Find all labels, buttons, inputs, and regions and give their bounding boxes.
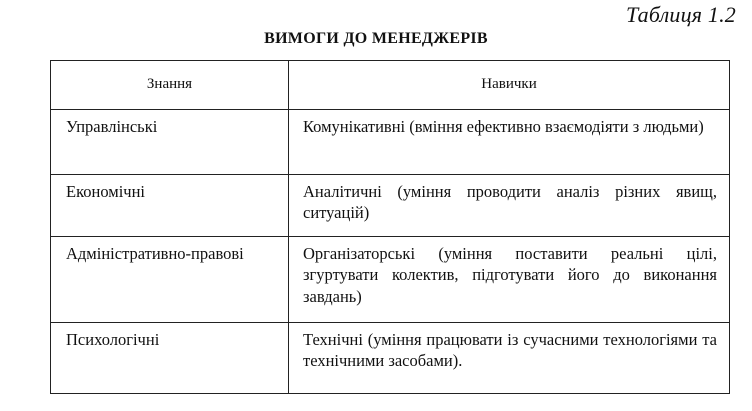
skill-cell: Технічні (уміння працювати із сучасними технологіями та технічними засобами). — [289, 323, 730, 394]
knowledge-cell: Психологічні — [51, 323, 289, 394]
knowledge-cell: Економічні — [51, 175, 289, 237]
skill-cell: Комунікативні (вміння ефективно взаємодіяти з людьми) — [289, 110, 730, 175]
table-row — [51, 175, 730, 237]
requirements-table — [50, 60, 730, 394]
skill-cell: Аналітичні (уміння проводити аналіз різних явищ, ситуацій) — [289, 175, 730, 237]
table-row — [51, 110, 730, 175]
table-row — [51, 237, 730, 323]
header-knowledge: Знання — [51, 61, 289, 110]
header-skills: Навички — [289, 61, 730, 110]
table-header-row — [51, 61, 730, 110]
knowledge-cell: Управлінські — [51, 110, 289, 175]
table-row — [51, 323, 730, 394]
knowledge-cell: Адміністративно-правові — [51, 237, 289, 323]
table-title: ВИМОГИ ДО МЕНЕДЖЕРІВ — [264, 30, 488, 47]
skill-cell: Організаторські (уміння поставити реальні цілі, згуртувати колектив, підготувати його до виконання завдань) — [289, 237, 730, 323]
table-number-label: Таблиця 1.2 — [626, 2, 736, 27]
